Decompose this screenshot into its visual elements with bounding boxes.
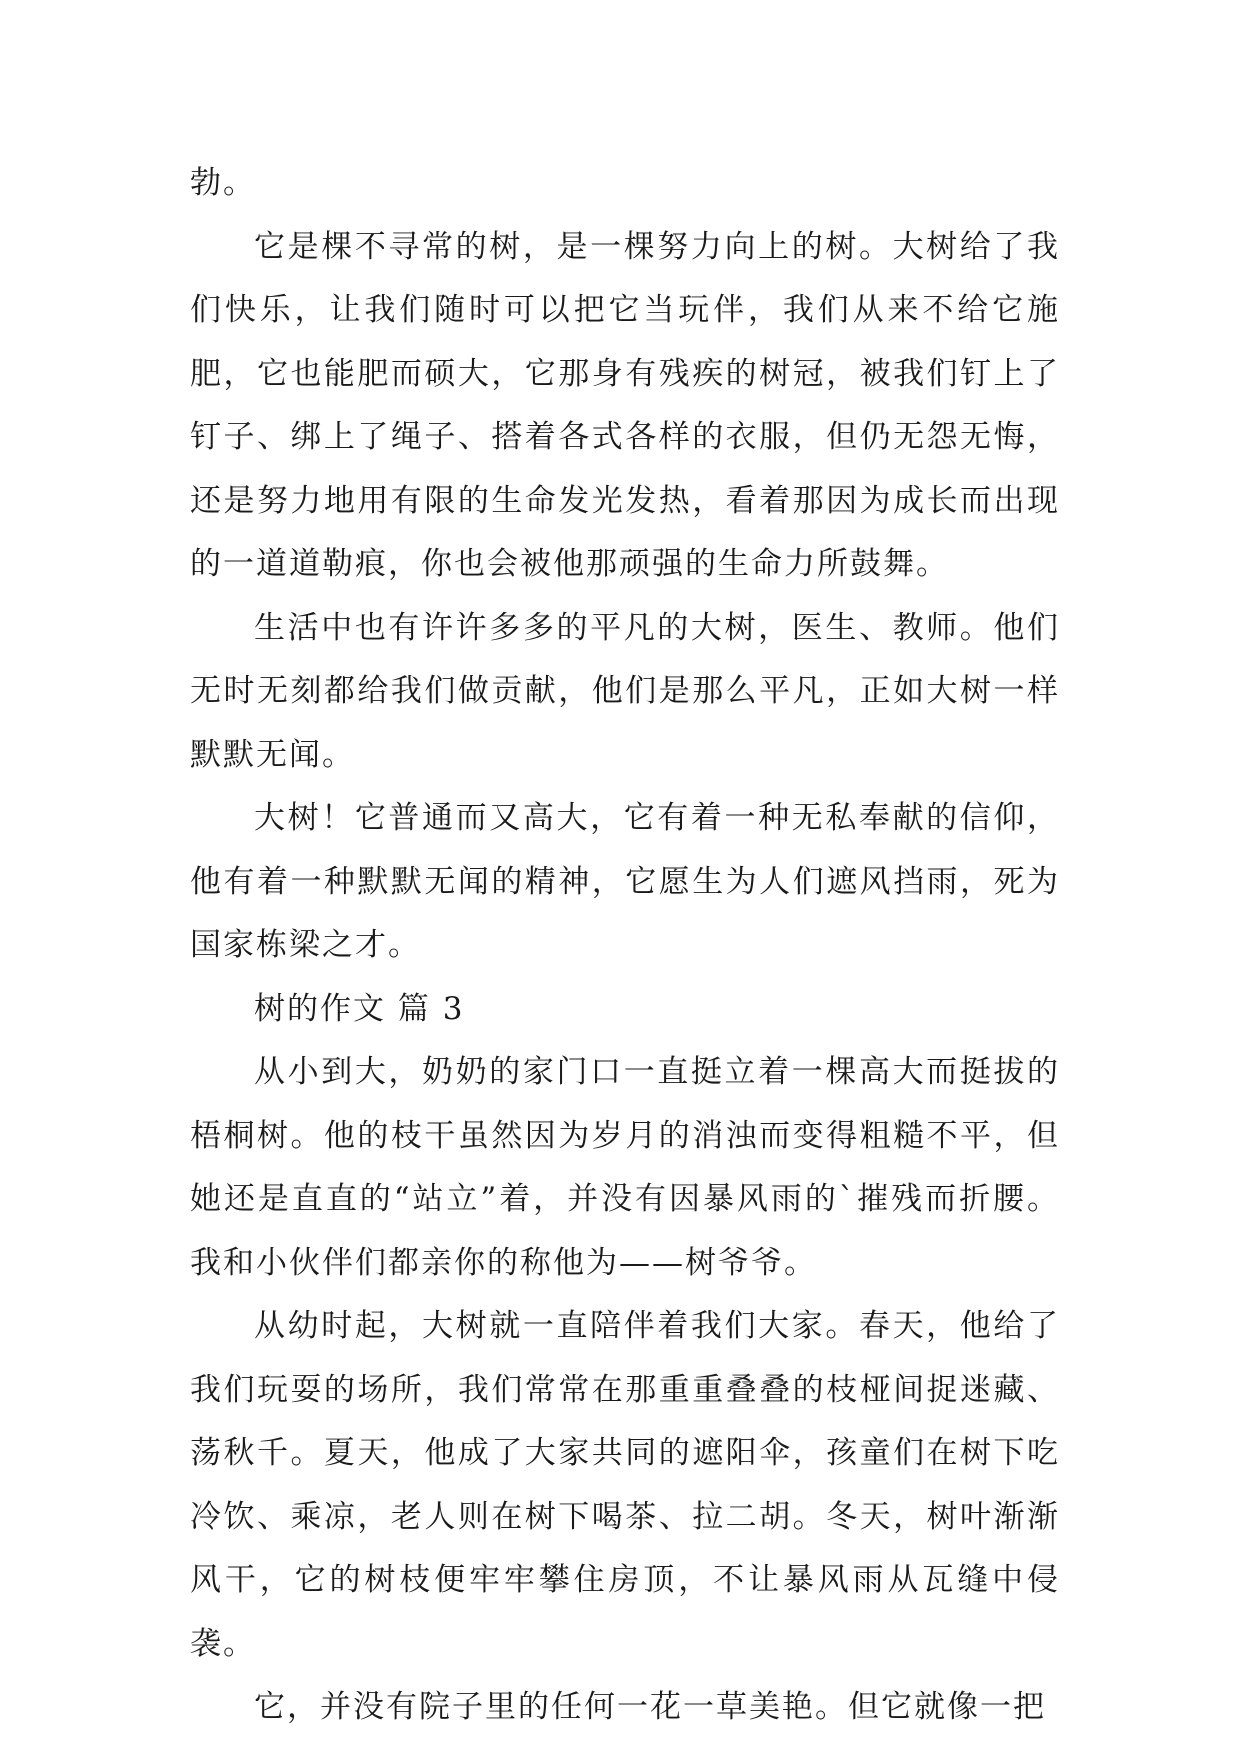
paragraph-5: 从小到大，奶奶的家门口一直挺立着一棵高大而挺拔的梧桐树。他的枝干虽然因为岁月的消浊而变得粗糙不平，但她还是直直的“站立”着，并没有因暴风雨的`摧残而折腰。我和小伙伴们都亲你的称他为——树爷爷。 xyxy=(190,1054,1060,1281)
paragraph-6: 从幼时起，大树就一直陪伴着我们大家。春天，他给了我们玩耍的场所，我们常常在那重重叠叠的枝桠间捉迷藏、荡秋千。夏天，他成了大家共同的遮阳伞，孩童们在树下吃冷饮、乘凉，老人则在树下喝茶、拉二胡。冬天，树叶渐渐风干，它的树枝便牢牢攀住房顶，不让暴风雨从瓦缝中侵袭。 xyxy=(190,1308,1060,1662)
paragraph-7: 它，并没有院子里的任何一花一草美艳。但它就像一把 xyxy=(254,1689,1046,1725)
section-heading: 树的作文 篇 3 xyxy=(254,990,465,1027)
paragraph-1: 勃。 xyxy=(190,165,256,201)
paragraph-2: 它是棵不寻常的树，是一棵努力向上的树。大树给了我们快乐，让我们随时可以把它当玩伴，我们从来不给它施肥，它也能肥而硕大，它那身有残疾的树冠，被我们钉上了钉子、绑上了绳子、搭着各式各样的衣服，但仍无怨无悔，还是努力地用有限的生命发光发热，看着那因为成长而出现的一道道勒痕，你也会被他那顽强的生命力所鼓舞。 xyxy=(190,228,1060,582)
paragraph-4: 大树！它普通而又高大，它有着一种无私奉献的信仰，他有着一种默默无闻的精神，它愿生为人们遮风挡雨，死为国家栋梁之才。 xyxy=(190,800,1060,963)
essay-body xyxy=(190,152,1060,1740)
paragraph-3: 生活中也有许许多多的平凡的大树，医生、教师。他们无时无刻都给我们做贡献，他们是那么平凡，正如大树一样默默无闻。 xyxy=(190,609,1060,773)
